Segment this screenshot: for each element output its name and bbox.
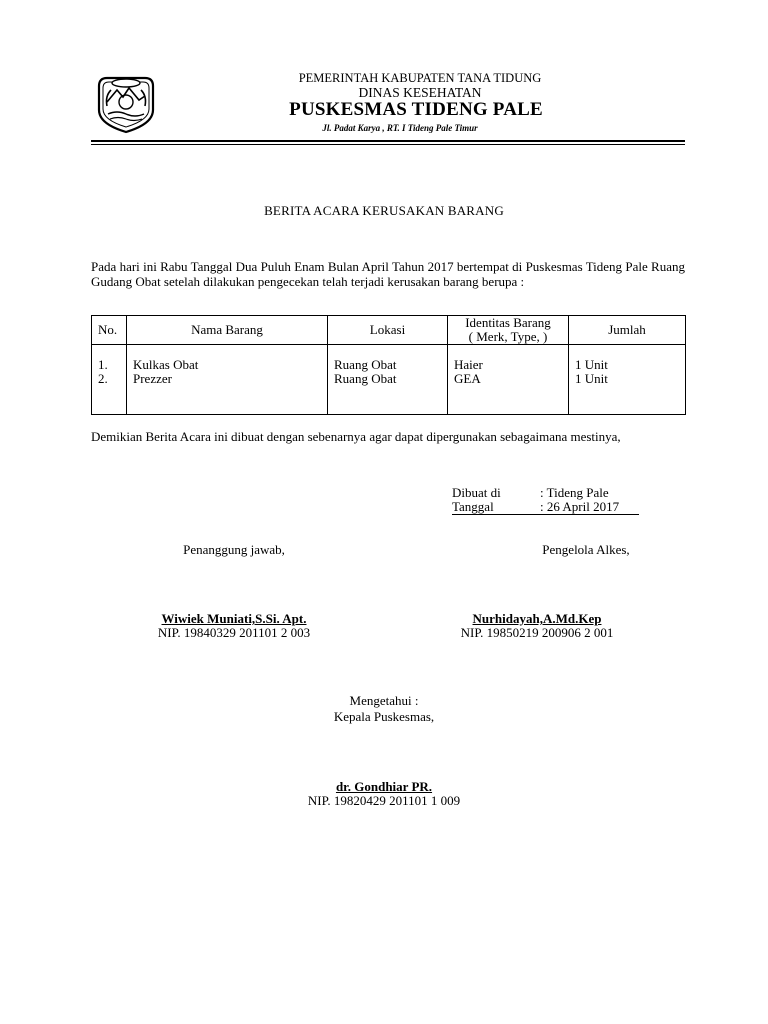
row-1-identitas: Haier: [454, 357, 483, 372]
row-1-lokasi: Ruang Obat: [334, 357, 397, 372]
letterhead-rule-thick: [91, 140, 685, 142]
row-2-jumlah: 1 Unit: [575, 371, 608, 386]
right-signatory-name: Nurhidayah,A.Md.Kep: [472, 611, 602, 626]
row-2-identitas: GEA: [454, 371, 481, 386]
tanggal-label-text: Tanggal: [452, 499, 494, 514]
header-nama-barang: Nama Barang: [127, 316, 328, 345]
header-identitas-line2: ( Merk, Type, ): [468, 329, 548, 344]
table-row: [92, 345, 686, 415]
left-signatory-nip: NIP. 19840329 201101 2 003: [157, 625, 311, 640]
left-signatory-name: Wiwiek Muniati,S.Si. Apt.: [161, 611, 307, 626]
closing-paragraph: Demikian Berita Acara ini dibuat dengan sebenarnya agar dapat dipergunakan sebagaimana mestinya,: [91, 429, 621, 444]
cell-jumlah: [569, 345, 686, 415]
cell-nama: [127, 345, 328, 415]
document-title: BERITA ACARA KERUSAKAN BARANG: [264, 203, 504, 218]
row-2-lokasi: Ruang Obat: [334, 371, 397, 386]
row-2-no: 2.: [98, 371, 108, 386]
cell-lokasi: [328, 345, 448, 415]
left-signatory-role: Penanggung jawab,: [183, 542, 285, 557]
table-header-row: [92, 316, 686, 345]
dibuat-label: Dibuat di: [452, 485, 501, 500]
header-lokasi: Lokasi: [328, 316, 448, 345]
approval-name: dr. Gondhiar PR.: [335, 779, 433, 794]
cell-no: [92, 345, 127, 415]
row-1-nama: Kulkas Obat: [133, 357, 199, 372]
approval-nip: NIP. 19820429 201101 1 009: [307, 793, 461, 808]
header-identitas: [448, 316, 569, 345]
approval-role: Kepala Puskesmas,: [333, 709, 435, 724]
letterhead-government: PEMERINTAH KABUPATEN TANA TIDUNG: [298, 71, 542, 85]
letterhead-department: DINAS KESEHATAN: [358, 85, 482, 100]
damaged-items-table: [91, 315, 686, 415]
header-jumlah: Jumlah: [569, 316, 686, 345]
letterhead-address: Jl. Padat Karya , RT. I Tideng Pale Timur: [322, 123, 478, 133]
tanggal-value: : 26 April 2017: [540, 499, 620, 514]
intro-paragraph: Pada hari ini Rabu Tanggal Dua Puluh Enam Bulan April Tahun 2017 bertempat di Puskesmas Tideng Pale Ruang Gudang Obat setelah dilakukan pengecekan telah terjadi kerusakan barang berupa :: [91, 259, 685, 289]
letterhead-rule-thin: [91, 144, 685, 145]
header-identitas-line1: Identitas Barang: [465, 315, 551, 330]
right-signatory-nip: NIP. 19850219 200906 2 001: [460, 625, 614, 640]
header-no: No.: [92, 316, 127, 345]
cell-identitas: [448, 345, 569, 415]
row-1-no: 1.: [98, 357, 108, 372]
right-signatory-role: Pengelola Alkes,: [542, 542, 630, 557]
letterhead-institution: PUSKESMAS TIDENG PALE: [289, 99, 543, 120]
approval-heading: Mengetahui :: [349, 693, 419, 708]
row-1-jumlah: 1 Unit: [575, 357, 608, 372]
dibuat-value: : Tideng Pale: [540, 485, 609, 500]
row-2-nama: Prezzer: [133, 371, 172, 386]
